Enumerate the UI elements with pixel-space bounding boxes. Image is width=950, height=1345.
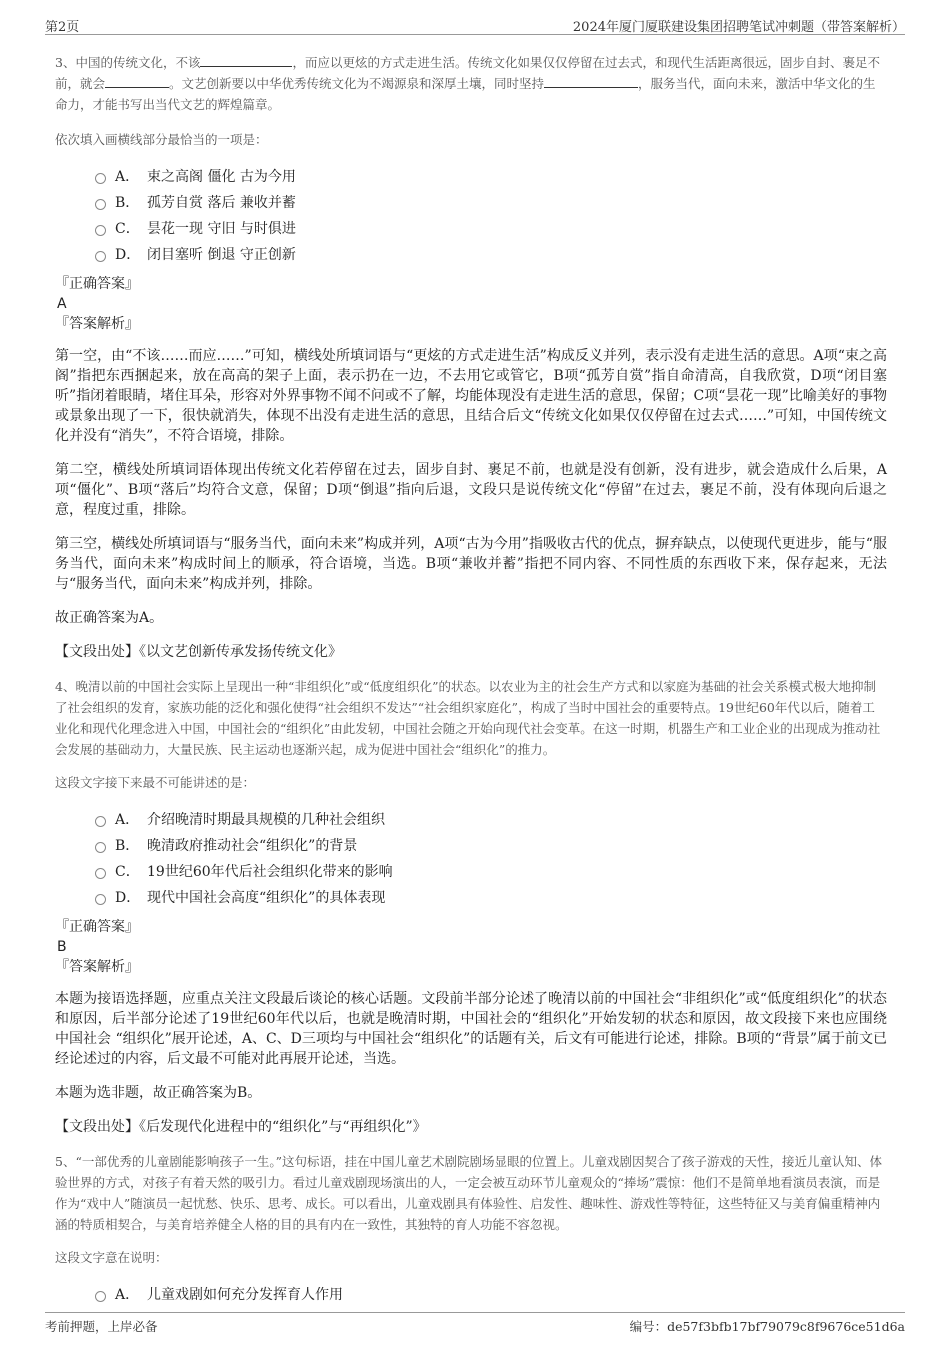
option-c[interactable]: C． 昙花一现 守旧 与时俱进 <box>95 216 887 242</box>
question-5-stem: 5、“一部优秀的儿童剧能影响孩子一生。”这句标语，挂在中国儿童艺术剧院剧场显眼的位置上。儿童戏剧因契合了孩子游戏的天性，接近儿童认知、体验世界的方式，对孩子有着天然的吸引力。看过儿童戏剧现场演出的人，一定会被互动环节儿童观众的“捧场”震惊：他们不是简单地看演员表演，而是作为“戏中人”随演员一起忧愁、快乐、思考、成长。可以看出，儿童戏剧具有体验性、启发性、趣味性、游戏性等特征，这些特征又与美育偏重精神内涵的特质相契合，与美育培养健全人格的目的具有内在一致性，其独特的育人功能不容忽视。 <box>55 1154 882 1232</box>
correct-answer: B <box>57 939 67 955</box>
question-4-prompt: 这段文字接下来最不可能讲述的是： <box>55 775 256 790</box>
analysis-paragraph: 本题为接语选择题，应重点关注文段最后谈论的核心话题。文段前半部分论述了晚清以前的中国社会“非组织化”或“低度组织化”的状态和原因，后半部分论述了19世纪60年代以后，也就是晚清时期，中国社会的“组织化”开始发轫的状态和原因，故文段接下来也应围绕中国社会 “组织化”展开论述，A、C、D三项均与中国社会“组织化”的话题有关，后文有可能进行论述，排除。B项的“背景”属于前文已经论述过的内容，后文最不可能对此再展开论述，当选。 <box>55 991 887 1067</box>
radio-button[interactable] <box>95 173 106 184</box>
passage-source: 【文段出处】《后发现代化进程中的“组织化”与“再组织化”》 <box>55 1119 427 1135</box>
analysis-paragraph: 第三空，横线处所填词语与“服务当代，面向未来”构成并列，A项“古为今用”指吸收古代的优点，摒弃缺点，以使现代更进步，能与“服务当代，面向未来”构成时间上的顺承，符合语境，当选。B项“兼收并蓄”指把不同内容、不同性质的东西收下来，保存起来，无法与“服务当代，面向未来”构成并列，排除。 <box>55 536 887 592</box>
option-c[interactable]: C． 19世纪60年代后社会组织化带来的影响 <box>95 859 887 885</box>
radio-button[interactable] <box>95 816 106 827</box>
analysis-label: 『答案解析』 <box>55 316 139 332</box>
correct-answer-label: 『正确答案』 <box>55 919 139 935</box>
question-3-stem: 3、中国的传统文化，不该 ，而应以更炫的方式走进生活。传统文化如果仅仅停留在过去式，和现代生活距离很远，固步自封、裹足不前，就会 。文艺创新要以中华优秀传统文化为不竭源泉和深厚土壤，同时坚持 ，服务当代，面向未来，激活中华文化的生命力，才能书写出当代文艺的辉煌篇章。 <box>55 55 880 112</box>
document-body <box>55 52 887 1308</box>
radio-button[interactable] <box>95 842 106 853</box>
blank-3 <box>544 75 638 88</box>
document-title: 2024年厦门厦联建设集团招聘笔试冲刺题（带答案解析） <box>572 20 905 35</box>
radio-button[interactable] <box>95 251 106 262</box>
analysis-paragraph: 第二空，横线处所填词语体现出传统文化若停留在过去，固步自封、裹足不前，也就是没有创新，没有进步，就会造成什么后果，A项“僵化”、B项“落后”均符合文意，保留；D项“倒退”指向后退，文段只是说传统文化“停留”在过去，裹足不前，没有体现向后退之意，程度过重，排除。 <box>55 462 887 518</box>
question-5-prompt: 这段文字意在说明： <box>55 1250 168 1265</box>
radio-button[interactable] <box>95 199 106 210</box>
conclusion: 本题为选非题，故正确答案为B。 <box>55 1085 262 1101</box>
page-header <box>45 10 905 35</box>
option-a[interactable]: A． 介绍晚清时期最具规模的几种社会组织 <box>95 807 887 833</box>
option-a[interactable]: A． 儿童戏剧如何充分发挥育人作用 <box>95 1282 887 1308</box>
correct-answer-label: 『正确答案』 <box>55 276 139 292</box>
footer-slogan: 考前押题，上岸必备 <box>45 1319 158 1334</box>
page-number: 第2页 <box>45 20 80 35</box>
option-d[interactable]: D． 闭目塞听 倒退 守正创新 <box>95 242 887 268</box>
question-3-options <box>95 164 887 268</box>
option-d[interactable]: D． 现代中国社会高度“组织化”的具体表现 <box>95 885 887 911</box>
question-4-options <box>95 807 887 911</box>
radio-button[interactable] <box>95 894 106 905</box>
option-a[interactable]: A． 束之高阁 僵化 古为今用 <box>95 164 887 190</box>
document-code: 编号：de57f3bfb17bf79079c8f9676ce51d6a <box>629 1319 905 1334</box>
radio-button[interactable] <box>95 868 106 879</box>
option-b[interactable]: B． 晚清政府推动社会“组织化”的背景 <box>95 833 887 859</box>
passage-source: 【文段出处】《以文艺创新传承发扬传统文化》 <box>55 644 342 660</box>
correct-answer: A <box>57 296 67 312</box>
analysis-paragraph: 第一空，由“不该……而应……”可知，横线处所填词语与“更炫的方式走进生活”构成反义并列，表示没有走进生活的意思。A项“束之高阁”指把东西捆起来，放在高高的架子上面，表示扔在一边，不去用它或管它，B项“孤芳自赏”指自命清高，自我欣赏，D项“闭目塞听”指闭着眼睛，堵住耳朵，形容对外界事物不闻不问或不了解，均能体现没有走进生活的意思，保留；C项“昙花一现”比喻美好的事物或景象出现了一下，很快就消失，体现不出没有走进生活的意思，且结合后文“传统文化如果仅仅停留在过去式……”可知，中国传统文化并没有“消失”，不符合语境，排除。 <box>55 348 887 444</box>
radio-button[interactable] <box>95 1291 106 1302</box>
analysis-label: 『答案解析』 <box>55 959 139 975</box>
blank-1 <box>200 54 292 67</box>
question-4-stem: 4、晚清以前的中国社会实际上呈现出一种“非组织化”或“低度组织化”的状态。以农业为主的社会生产方式和以家庭为基础的社会关系模式极大地抑制了社会组织的发育，家族功能的泛化和强化使得“社会组织不发达”“社会组织家庭化”，构成了当时中国社会的重要特点。19世纪60年代以后，随着工业化和现代化理念进入中国，中国社会的“组织化”由此发轫，中国社会随之开始向现代社会变革。在这一时期，机器生产和工业企业的出现成为推动社会发展的基础动力，大量民族、民主运动也逐渐兴起，成为促进中国社会“组织化”的推力。 <box>55 679 881 757</box>
conclusion: 故正确答案为A。 <box>55 610 164 626</box>
blank-2 <box>105 75 169 88</box>
question-3-prompt: 依次填入画横线部分最恰当的一项是： <box>55 132 268 147</box>
option-b[interactable]: B． 孤芳自赏 落后 兼收并蓄 <box>95 190 887 216</box>
radio-button[interactable] <box>95 225 106 236</box>
page-footer <box>45 1312 905 1341</box>
question-5-options <box>95 1282 887 1308</box>
